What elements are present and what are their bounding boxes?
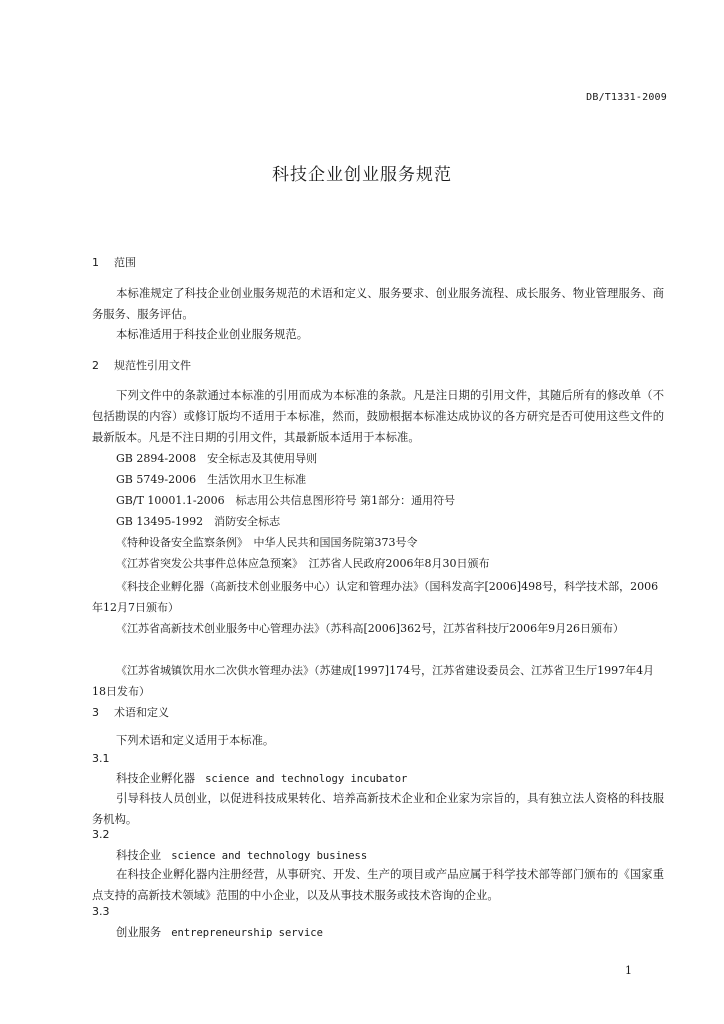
- reference-item: 《科技企业孵化器（高新技术创业服务中心）认定和管理办法》（国科发高字[2006]498号，科学技术部，2006年12月7日颁布）: [92, 580, 659, 614]
- reference-item: 《特种设备安全监察条例》 中华人民共和国国务院第373号令: [116, 536, 418, 549]
- paragraph: 下列文件中的条款通过本标准的引用而成为本标准的条款。凡是注日期的引用文件，其随后所有的修改单（不包括勘误的内容）或修订版均不适用于本标准，然而，鼓励根据本标准达成协议的各方研究是否可使用这些文件的最新版本。凡是不注日期的引用文件，其最新版本适用于本标准。: [92, 389, 664, 444]
- clause-number: 3.1: [92, 752, 110, 765]
- section-title: 规范性引用文件: [114, 359, 191, 372]
- term-zh: 科技企业孵化器: [116, 772, 196, 785]
- section-heading-terms: [92, 704, 169, 720]
- term-definition: 引导科技人员创业，以促进科技成果转化、培养高新技术企业和企业家为宗旨的，具有独立法人资格的科技服务机构。: [92, 792, 664, 826]
- section-heading-scope: [92, 254, 136, 270]
- reference-item: 《江苏省突发公共事件总体应急预案》 江苏省人民政府2006年8月30日颁布: [116, 557, 490, 570]
- reference-item: GB/T 10001.1-2006 标志用公共信息图形符号 第1部分：通用符号: [116, 494, 456, 507]
- clause-number: 3.3: [92, 905, 110, 918]
- section-title: 范围: [114, 256, 136, 269]
- paragraph: 本标准规定了科技企业创业服务规范的术语和定义、服务要求、创业服务流程、成长服务、物业管理服务、商务服务、服务评估。: [92, 287, 664, 321]
- section-number: 2: [92, 359, 99, 372]
- standard-number: DB/T1331-2009: [586, 92, 667, 103]
- term-en: science and technology incubator: [205, 773, 408, 785]
- paragraph: 下列术语和定义适用于本标准。: [116, 734, 275, 747]
- term-heading: [116, 770, 407, 786]
- section-number: 3: [92, 706, 99, 719]
- term-heading: [116, 924, 323, 940]
- page-title: 科技企业创业服务规范: [272, 165, 452, 185]
- page-number: 1: [625, 964, 632, 977]
- term-zh: 创业服务: [116, 926, 162, 939]
- reference-item: 《江苏省高新技术创业服务中心管理办法》（苏科高[2006]362号，江苏省科技厅2006年9月26日颁布）: [116, 622, 625, 635]
- section-heading-normative-refs: [92, 357, 191, 373]
- term-zh: 科技企业: [116, 849, 162, 862]
- clause-number: 3.2: [92, 828, 110, 841]
- reference-item: GB 5749-2006 生活饮用水卫生标准: [116, 473, 307, 486]
- reference-item: 《江苏省城镇饮用水二次供水管理办法》（苏建成[1997]174号，江苏省建设委员会、江苏省卫生厅1997年4月18日发布）: [92, 664, 655, 698]
- term-definition: 在科技企业孵化器内注册经营，从事研究、开发、生产的项目或产品应属于科学技术部等部门颁布的《国家重点支持的高新技术领域》范围的中小企业，以及从事技术服务或技术咨询的企业。: [92, 868, 664, 902]
- term-heading: [116, 847, 367, 863]
- reference-item: GB 2894-2008 安全标志及其使用导则: [116, 452, 318, 465]
- section-title: 术语和定义: [114, 706, 169, 719]
- term-en: entrepreneurship service: [171, 927, 323, 939]
- paragraph: 本标准适用于科技企业创业服务规范。: [116, 328, 309, 341]
- section-number: 1: [92, 256, 99, 269]
- reference-item: GB 13495-1992 消防安全标志: [116, 515, 281, 528]
- term-en: science and technology business: [171, 850, 368, 862]
